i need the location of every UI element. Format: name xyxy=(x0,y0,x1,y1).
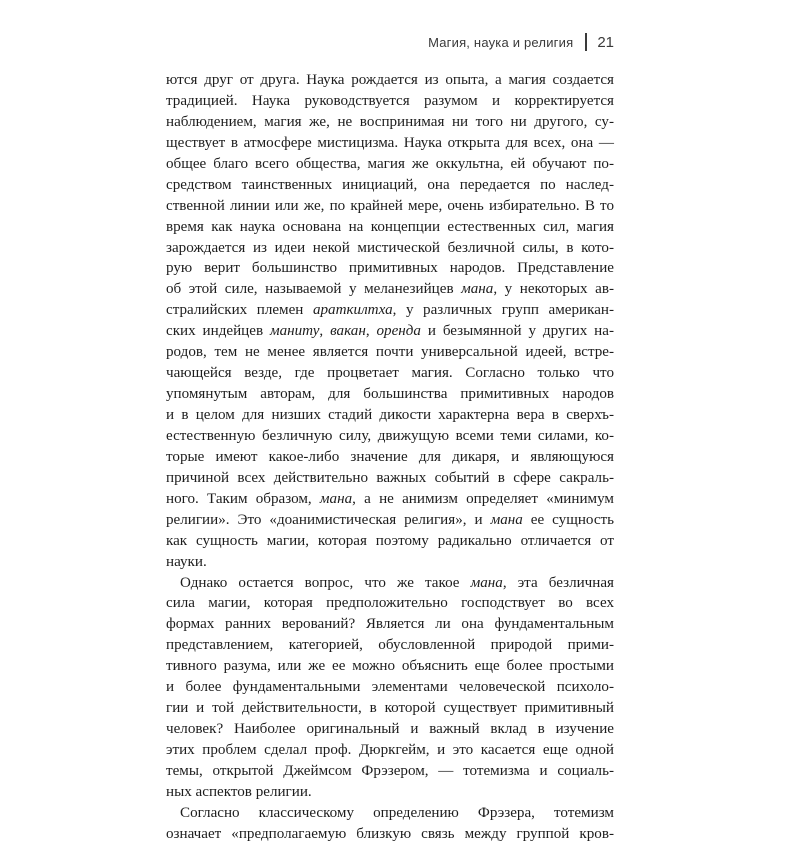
text-line: время как наука основана на концепции естественных сил, магия xyxy=(166,218,614,235)
running-title: Магия, наука и религия xyxy=(428,34,574,50)
text-line: средством таинственных инициаций, она передается по наслед- xyxy=(166,176,614,193)
text-line: темы, открытой Джеймсом Фрэзером, — тотемизма и социаль- xyxy=(166,762,614,779)
text-line: ются друг от друга. Наука рождается из опыта, а магия создается xyxy=(166,72,614,88)
text-line: сила магии, которая предположительно господствует во всех xyxy=(166,595,614,612)
running-header xyxy=(414,30,614,54)
italic-term: араткилтха xyxy=(312,302,393,319)
text-line: об этой силе, называемой у меланезийцев мана, у некоторых ав- xyxy=(166,281,614,298)
text-line: рую верит большинство примитивных народов. Представление xyxy=(166,260,614,277)
text-line: науки. xyxy=(166,553,207,570)
italic-term: мана xyxy=(490,511,523,528)
text-line: ских индейцев маниту, вакан, оренда и безымянной у других на- xyxy=(166,323,614,340)
text-line: естественную безличную силу, движущую всеми теми силами, ко- xyxy=(166,427,614,444)
text-line: причиной всех действительно важных событий в сфере сакраль- xyxy=(166,469,614,486)
text-line: ществует в атмосфере мистицизма. Наука открыта для всех, она — xyxy=(166,134,614,151)
text-line: традицией. Наука руководствуется разумом и корректируется xyxy=(166,92,614,109)
text-line: означает «предполагаемую близкую связь между группой кров- xyxy=(166,825,614,842)
text-line: тивного разума, или же ее можно объяснить еще более простыми xyxy=(166,658,614,675)
text-line: чающейся везде, где процветает магия. Согласно только что xyxy=(166,365,614,382)
text-line: Согласно классическому определению Фрэзера, тотемизм xyxy=(180,804,614,821)
text-line: наблюдением, магия же, не воспринимая ни того ни другого, су- xyxy=(166,113,614,130)
text-line: общее благо всего общества, магия же оккультна, ей обучают по- xyxy=(166,155,614,172)
italic-term: маниту xyxy=(269,323,320,340)
text-line: торые имеют какое-либо значение для дикаря, и являющуюся xyxy=(166,448,614,465)
text-line: упомянутым авторам, для большинства примитивных народов xyxy=(166,386,614,403)
text-line: родов, тем не менее является почти универсальной идеей, встре- xyxy=(166,344,614,361)
text-line: этих проблем сделал проф. Дюркгейм, и это касается еще одной xyxy=(166,742,614,758)
italic-term: мана xyxy=(470,574,503,591)
page-number: 21 xyxy=(597,33,614,51)
paragraph xyxy=(166,70,614,573)
paragraph xyxy=(166,803,614,845)
page-body xyxy=(166,70,614,845)
text-line: Однако остается вопрос, что же такое мана, эта безличная xyxy=(180,574,614,591)
text-line: ного. Таким образом, мана, а не анимизм определяет «минимум xyxy=(166,490,614,507)
paragraph xyxy=(166,573,614,803)
text-line: религии». Это «доанимистическая религия», и мана ее сущность xyxy=(166,511,614,528)
text-line: стралийских племен араткилтха, у различных групп американ- xyxy=(166,302,615,319)
italic-term: вакан xyxy=(330,323,366,340)
italic-term: мана xyxy=(461,281,494,298)
text-line: ных аспектов религии. xyxy=(166,783,312,800)
header-divider xyxy=(585,33,587,51)
text-line: представлением, категорией, обусловленной природой прими- xyxy=(166,637,614,654)
italic-term: оренда xyxy=(376,323,421,340)
italic-term: мана xyxy=(319,490,353,507)
text-line: ственной линии или же, по крайней мере, очень избирательно. В то xyxy=(166,197,614,214)
text-line: гии и той действительности, в которой существует примитивный xyxy=(166,700,614,717)
text-line: формах ранних верований? Является ли она фундаментальным xyxy=(166,616,614,633)
text-line: зарождается из идеи некой мистической безличной силы, в кото- xyxy=(166,239,614,256)
text-line: как сущность магии, которая поэтому радикально отличается от xyxy=(166,532,614,549)
text-line: и более фундаментальными элементами человеческой психоло- xyxy=(166,679,614,696)
text-line: человек? Наиболее оригинальный и важный вклад в изучение xyxy=(166,721,614,738)
text-line: и в целом для низших стадий дикости характерна вера в сверхъ- xyxy=(166,407,614,423)
